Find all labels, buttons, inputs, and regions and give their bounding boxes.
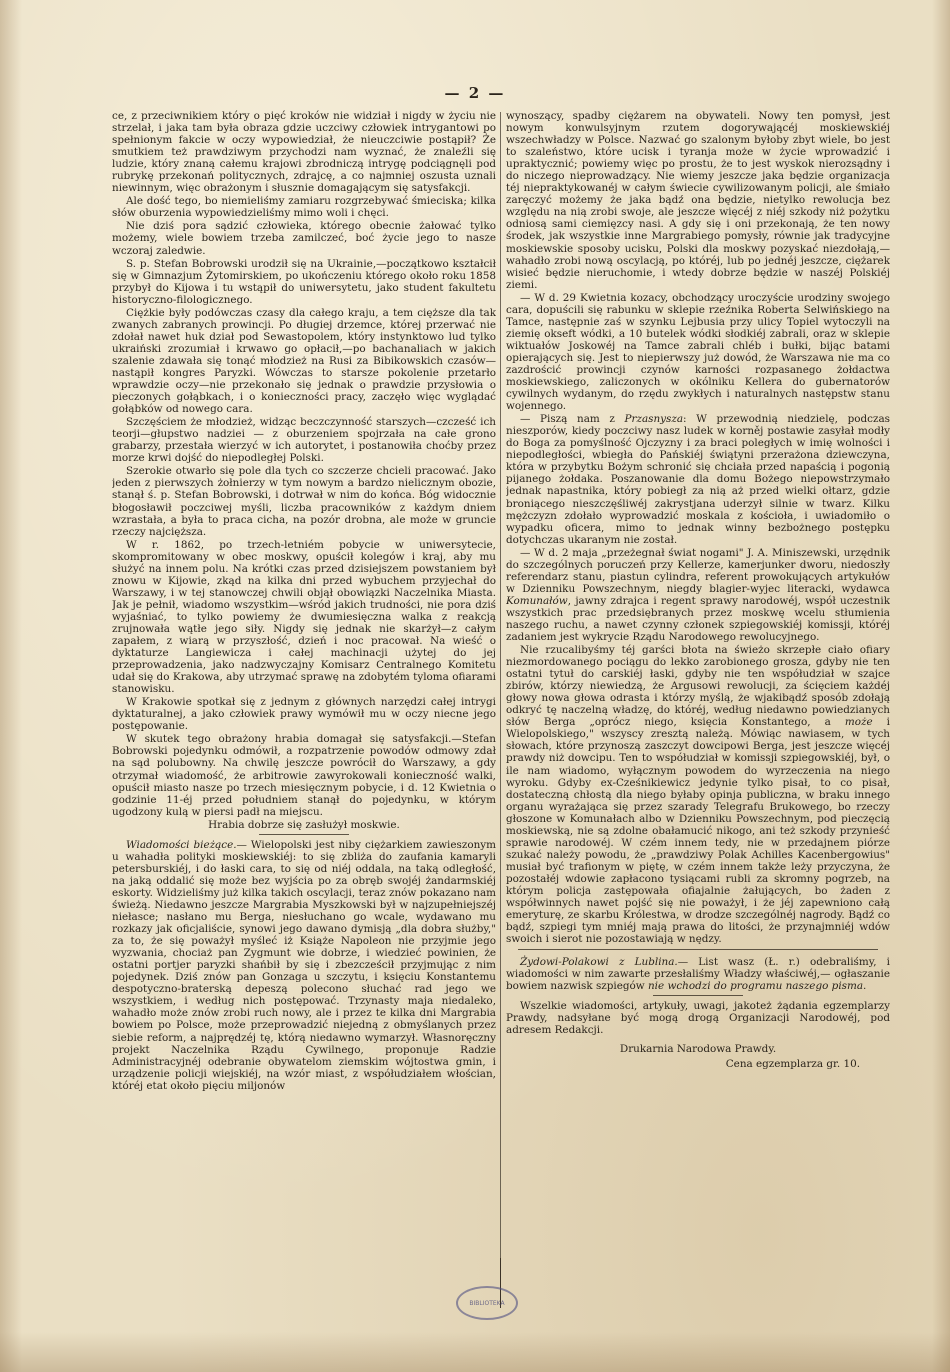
price-line: Cena egzemplarza gr. 10. (725, 1057, 860, 1070)
paragraph: Szczęściem że młodzież, widząc beczczynność starszych—czcześć ich teorji—głupstwo nadziei — z oburzeniem spojrzała na całe grono grabarzy, przestała wierzyć w ich autorytet, i postanowiła choćby przez morze krwi dojść do niepodległej Polski. (112, 416, 496, 465)
notice-heading: Żydowi-Polakowi z Lublina.— (520, 956, 699, 969)
article-closing-line: Hrabia dobrze się zasłużył moskwie. (208, 818, 400, 831)
left-column (112, 110, 496, 1280)
paragraph: Nie rzucalibyśmy téj garści błota na świeżo skrzepłe ciało ofiary niezmordowanego pociągu do lekko zarobionego grosza, gdyby nie ten ostatni tytuł do carskiéj łaski, gdyby nie ten współudział w szajce zbirów, którzy niewiedzą, że Argusowi rewolucji, za ścięciem każdéj głowy nowa głowa odrasta i którzy myślą, że wjakibądź sposób zdołają odkryć tę naczelną władzę, do któréj, według niedawno powiedzianych słów Berga „oprócz niego, księcia Konstantego, a może i Wielopolskiego," wszyscy zresztą należą. Mówiąc nawiasem, w tych słowach, które przynoszą zaszczyt dowcipowi Berga, jest jeszcze więcéj prawdy niż dowcipu. Ten to współudział w komissji szpiegowskiéj, był, o ile nam wiadomo, wyłącznym powodem do wyrzeczenia na niego wyroku. Gdyby ex-Cześnikiewicz jedynie tylko pisał, to co pisał, dostateczną chłostą dla niego byłaby opinja publiczna, w braku innego organu wyrażająca się przez szarady Telegrafu Brukowego, bo rzeczy głoszone w Komunałach albo w Dzienniku Powszechnym, pod pieczęcią moskiewską, nie są zdolne obałamucić nikogo, ani też szkody przynieść sprawie narodowéj. W czém innem tedy, nie w przedajnem piórze szukać należy powodu, że „prawdziwy Polak Achilles Kacenbergowius" musiał być trafionym w piętę, w czém innem także leży przyczyna, że pozostałéj wdowie zapłacono tysiącami rubli za skromny pogrzeb, na którym policja zastępowała ofiajalnie żałujących, bo żaden z współwinnych nawet pojść się nie poważył, i że jéj zapewniono całą emeryturę, ze skarbu Królestwa, w drodze szczególnéj nagrody. Bądź co bądź, szpiegi tym mniéj mają prawa do litości, że przynajmniéj wdów swoich i sierot nie pozostawiają w nędzy. (506, 644, 890, 946)
publication-name: Komunałów (506, 594, 568, 607)
printer-line: Drukarnia Narodowa Prawdy. (619, 1042, 777, 1055)
paragraph: wynoszący, spadby ciężarem na obywateli. Nowy ten pomysł, jest nowym konwulsyjnym rzutem dogorywającéj moskiewskiéj wszechwładzy w Polsce. Nazwać go szalonym byłoby zbyt wiele, bo jest to szaleństwo, które ucisk i tyranja może w życie wprowadzić i upraktycznić; powiemy więc po prostu, że to jest wyskok nierozsądny i do niczego nieprowadzący. Nie wiemy jeszcze jaka będzie organizacja téj niepraktykowanéj w całym świecie cywilizowanym policji, ale śmiało zaręczyć możemy że jaka bądź ona będzie, nietylko rewolucja bez względu na nią zrobi swoje, ale jeszcze więcéj z niéj szkody niż pożytku odniosą sami ciemięzcy nasi. A gdy się i oni przekonają, że ten nowy środek, jak wszystkie inne Margrabiego pomysły, równie jak tradycyjne moskiewskie sposoby ucisku, Polski dla moskwy pozyskać niezdołają,—wahadło zrobi nową oscylacją, po któréj, lub po jednéj jeszcze, ciężarek wisieć będzie nieruchomie, i wtedy dobrze będzie w naszéj Polskiéj ziemi. (506, 110, 890, 291)
paragraph: W r. 1862, po trzech-letniém pobycie w uniwersytecie, skompromitowany w obec moskwy, opuścił kolegów i kraj, aby mu służyć na innem polu. Na krótki czas przed dzisiejszem powstaniem był znowu w Kijowie, zkąd na kilka dni przed wybuchem przyjechał do Warszawy, i w tej stanowczej chwili objął obowiązki Naczelnika Miasta. Jak je pełnił, wiadomo wszystkim—wśród jakich trudności, nie pora dziś wyjaśniać, to tylko powiemy że dwumiesięczna walka z reakcją zrujnowała wątłe jego siły. Nigdy się jednak nie skarżył—z całym zapałem, z wiarą w przyszłość, dzień i noc pracował. Na wieść o dyktaturze Langiewicza i całej machinacji użytej do jej przeprowadzenia, jako nadzwyczajny Komisarz Centralnego Komitetu udał się do Krakowa, aby utrzymać sprawę na zdobytém tyloma ofiarami stanowisku. (112, 538, 496, 696)
paragraph: Ciężkie były podówczas czasy dla całego kraju, a tem cięższe dla tak zwanych zabranych prowincji. Po długiej drzemce, której przerwać nie zdołał nawet huk dział pod Sewastopolem, który instynktowo lud tylko ukraiński zrozumiał i krwawo go opłacił,—po bachanaliach w jakich szalenie zdawała się tonąć młodzież na Rusi za Bibikowskich czasów—nastąpił kongres Paryzki. Wówczas to starsze pokolenie przetarło wprawdzie oczy—nie przekonało się jednak o prawdzie przysłowia o pieczonych gołąbkach, i o konieczności pracy, zaczęło więc wyglądać gołąbków od nowego cara. (112, 306, 496, 416)
page-edge-left (0, 0, 22, 1372)
paragraph: — Piszą nam z Przasnysza: W przewodnią niedzielę, podczas nieszporów, kiedy poczciwy nasz ludek w korněj postawie zasyłał modły do Boga za pomyślność Ojczyzny i za braci poległych w imię wolności i niepodległości, wbiegła do Pańskiéj świątyni przerażona dziewczyna, która w przybytku Bożym schronić się chciała przed napaścią i pogonią pijanego żołdaka. Poszanowanie dla domu Bożego niepowstrzymało jednak napastnika, który pobiegł za nią aż przed wielki ołtarz, gdzie broniącego nieszczęśliwéj zakrystjana uderzył silnie w twarz. Kilku mężczyzn zdołało wyprowadzić moskala z kościoła, i uwiadomiło o wypadku oficera, mimo to jednak winny bezbożnego postępku dotychczas ukaranym nie został. (506, 413, 890, 546)
right-column (506, 110, 890, 1280)
column-divider (500, 112, 501, 1282)
paragraph: Szerokie otwarło się pole dla tych co szczerze chcieli pracować. Jako jeden z pierwszych żołnierzy w tym nowym a bardzo nielicznym obozie, stanął ś. p. Stefan Bobrowski, i dotrwał w nim do końca. Bóg widocznie błogosławił poczciwej myśli, liczba pracowników z każdym dniem wzrastała, a była to praca cicha, na pozór drobna, ale może w gruncie rzeczy najcięższa. (112, 465, 496, 538)
notice-separator (653, 995, 743, 996)
page-number: — 2 — (444, 84, 506, 102)
paragraph: ce, z przeciwnikiem który o pięć kroków nie widział i nigdy w życiu nie strzelał, i jaka tam była obraza gdzie uczciwy człowiek intrygantowi po spełnionym fakcie w oczy wypowiedział, że nieuczciwie postąpił? Że smutkiem też prawdziwym przychodzi nam wyznać, że znaleźli się ludzie, który znaną całemu krajowi zbrodniczą intrygę podciągnęli pod rubrykę przekonań politycznych, zdrajcę, a co najmniej oszusta uznali niewinnym, więc obrażonym i słusznie domagającym się satysfakcji. (112, 110, 496, 195)
page-edge-bottom (0, 1332, 950, 1372)
paragraph: — W d. 29 Kwietnia kozacy, obchodzący uroczyście urodziny swojego cara, dopuścili się rabunku w sklepie rzeźnika Roberta Selwińskiego na Tamce, następnie zaś w szynku Lejbusia przy ulicy Topiel wytoczyli na ziemię okseft wódki, a 10 butelek wódki słodkiéj zabrali, oraz w sklepie wiktuałów Joskowéj na Tamce zabrali chléb i bułki, bijąc batami opierających się. Jest to niepierwszy już dowód, że Warszawa nie ma co zazdrościć prowincji czynów karności rozpasanego żołdactwa moskiewskiego, zaliczonych w okólniku Kellera do gubernatorów cywilnych wydanym, do rzędu zwykłych i naturalnych następstw stanu wojennego. (506, 291, 890, 413)
library-stamp: BIBLIOTEKA (456, 1286, 518, 1320)
paragraph: — W d. 2 maja „przeżegnał świat nogami" J. A. Miniszewski, urzędnik do szczególnych poruczeń przy Kellerze, kamerjunker dworu, niedoszły referendarz stanu, piastun cylindra, referent prowokujących artykułów w Dzienniku Powszechnym, niegdy blagier-wyjec literacki, wydawca Komunałów, jawny zdrajca i regent sprawy narodowéj, współ uczestnik wszystkich prac przedsiębranych przez moskwę wcelu stłumienia naszego ruchu, a nawet czynny członek szpiegowskiéj komissji, któréj zadaniem jest wykrycie Rządu Narodowego rewolucyjnego. (506, 546, 890, 644)
place-name: Przasnysza (624, 413, 684, 426)
paragraph: Wszelkie wiadomości, artykuły, uwagi, jakoteż żądania egzemplarzy Prawdy, nadsyłane być mogą drogą Organizacji Narodowéj, pod adresem Redakcji. (506, 1000, 890, 1037)
paragraph: W skutek tego obrażony hrabia domagał się satysfakcji.—Stefan Bobrowski pojedynku odmówił, a rozpatrzenie powodów odmowy zdał na sąd polubowny. Na chwilę jeszcze powrócił do Warszawy, a gdy otrzymał wiadomość, że arbitrowie zawyrokowali konieczność walki, opuścił miasto nasze po trzech miesięcznym pobycie, i d. 12 Kwietnia o godzinie 11-éj przed południem stanął do pojedynku, w którym ugodzony kulą w piersi padł na miejscu. (112, 733, 496, 818)
article-separator (259, 834, 349, 835)
paragraph: Nie dziś pora sądzić człowieka, którego obecnie żałować tylko możemy, wiele bowiem trzeba zamilczeć, boć życie jego to nasze wczoraj zaledwie. (112, 220, 496, 257)
paragraph: Ale dość tego, bo niemieliśmy zamiaru rozgrzebywać śmieciska; kilka słów oburzenia wypowiedzieliśmy mimo woli i chęci. (112, 195, 496, 220)
page-edge-right (932, 0, 950, 1372)
paragraph: W Krakowie spotkał się z jednym z głównych narzędzi całej intrygi dyktaturalnej, a jako człowiek prawy wymówił mu w oczy niecne jego postępowanie. (112, 696, 496, 733)
section-heading: Wiadomości bieżące.— (126, 838, 251, 851)
news-paragraph: Wiadomości bieżące.— Wielopolski jest niby ciężarkiem zawieszonym u wahadła polityki moskiewskiéj: to się zbliża do zaufania kamaryli petersburskiéj, i do łaski cara, to się od niéj oddala, na taką odległość, na jaką oddalić się może bez wyjścia po za obręb swojéj żandarmskiéj eskorty. Widzieliśmy już kilka takich oscylacji, teraz znów pokazano nam świeżą. Niedawno jeszcze Margrabia Myszkowski był w najzupełniejszéj niełasce; nasłano mu Berga, niesłuchano go wcale, wydawano mu rozkazy jak oficjaliście, synowi jego dawano dymisją „dla dobra służby," za to, że się poważył myśleć iż Książe Napoleon nie przyjmie jego wyzwania, chociaż pan Zygmunt wie dobrze, i wiedzieć powinien, że ostatni portjer paryzki shańbił by się i zbezcześcił przyjmując z nim pojedynek. Dziś znów pan Gonzaga u szczytu, i księciu Konstantemu despotyczno-braterską depeszą polecono słuchać rad jego we wszystkiem, i według nich postępować. Trzynasty maja niedaleko, wahadło może znów zrobi ruch nowy, ale i przez te kilka dni Margrabia bowiem po Polsce, może przeprowadzić niejedną z obmyślanych przez siebie reform, a najprędzéj tę, którą niedawno wymarzył. Własnoręczny projekt Naczelnika Rządu Cywilnego, proponuje Radzie Administracyjnéj odebranie obywatelom ziemskim wójtostwa gmin, i urządzenie policji wiejskiéj, na wzór miast, z współudziałem włościan, któréj etat około pięciu miljonów (112, 838, 496, 1092)
publication-name: może (844, 716, 873, 729)
paragraph: S. p. Stefan Bobrowski urodził się na Ukrainie,—początkowo kształcił się w Gimnazjum Żytomirskiem, po ukończeniu którego około roku 1858 przybył do Kijowa i tu wstąpił do uniwersytetu, jako student fakultetu historyczno-filologicznego. (112, 257, 496, 306)
notice-separator (518, 949, 878, 950)
notice-paragraph: Żydowi-Polakowi z Lublina.— List wasz (Ł. r.) odebraliśmy, i wiadomości w nim zawarte przesłaliśmy Władzy właściwéj,— ogłaszanie bowiem nazwisk szpiegów nie wchodzi do programu naszego pisma. (506, 956, 890, 993)
